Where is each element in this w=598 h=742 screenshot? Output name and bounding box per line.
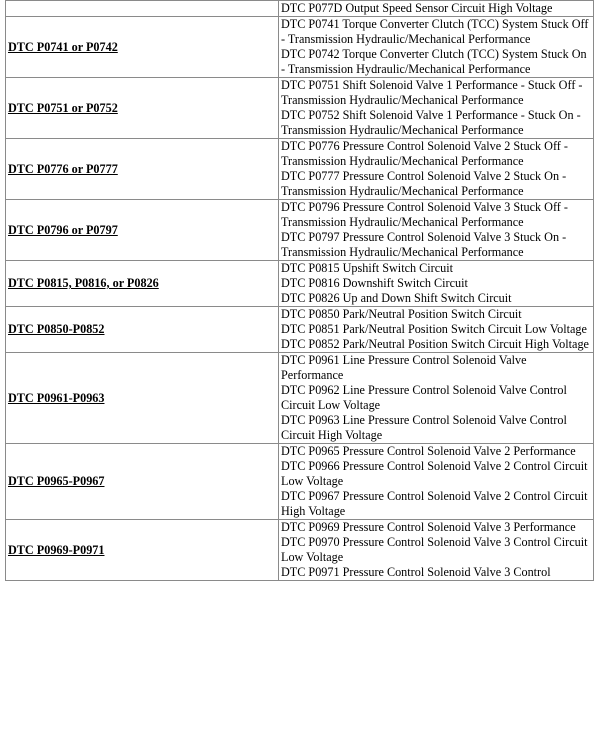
dtc-code-cell <box>6 200 279 261</box>
table-row <box>6 444 594 520</box>
dtc-description-cell <box>279 139 594 200</box>
dtc-description: DTC P0776 Pressure Control Solenoid Valve 2 Stuck Off - Transmission Hydraulic/Mechanical Performance <box>281 139 568 168</box>
dtc-description: DTC P0752 Shift Solenoid Valve 1 Performance - Stuck On - Transmission Hydraulic/Mechanical Performance <box>281 108 581 137</box>
dtc-description-cell <box>279 1 594 17</box>
dtc-description-cell <box>279 17 594 78</box>
dtc-code-cell <box>6 261 279 307</box>
dtc-description: DTC P0751 Shift Solenoid Valve 1 Performance - Stuck Off - Transmission Hydraulic/Mechanical Performance <box>281 78 583 107</box>
table-row <box>6 17 594 78</box>
dtc-description: DTC P0777 Pressure Control Solenoid Valve 2 Stuck On - Transmission Hydraulic/Mechanical Performance <box>281 169 567 198</box>
dtc-description-cell <box>279 520 594 581</box>
table-row <box>6 520 594 581</box>
dtc-link[interactable]: DTC P0796 or P0797 <box>8 222 118 237</box>
dtc-description: DTC P0850 Park/Neutral Position Switch Circuit <box>281 307 522 321</box>
table-row <box>6 139 594 200</box>
dtc-description: DTC P0741 Torque Converter Clutch (TCC) System Stuck Off - Transmission Hydraulic/Mechanical Performance <box>281 17 589 46</box>
dtc-description: DTC P0969 Pressure Control Solenoid Valve 3 Performance <box>281 520 576 534</box>
dtc-code-cell <box>6 444 279 520</box>
dtc-code-cell <box>6 1 279 17</box>
table-row <box>6 78 594 139</box>
dtc-description: DTC P0815 Upshift Switch Circuit <box>281 261 453 275</box>
dtc-description: DTC P0961 Line Pressure Control Solenoid Valve Performance <box>281 353 527 382</box>
dtc-description: DTC P0967 Pressure Control Solenoid Valve 2 Control Circuit High Voltage <box>281 489 588 518</box>
dtc-code-cell <box>6 520 279 581</box>
table-row <box>6 261 594 307</box>
dtc-description-cell <box>279 353 594 444</box>
table-row <box>6 353 594 444</box>
dtc-link[interactable]: DTC P0776 or P0777 <box>8 161 118 176</box>
dtc-link[interactable]: DTC P0751 or P0752 <box>8 100 118 115</box>
table-row <box>6 1 594 17</box>
dtc-description: DTC P0963 Line Pressure Control Solenoid Valve Control Circuit High Voltage <box>281 413 567 442</box>
dtc-description: DTC P0816 Downshift Switch Circuit <box>281 276 468 290</box>
dtc-description-cell <box>279 200 594 261</box>
dtc-description: DTC P0965 Pressure Control Solenoid Valve 2 Performance <box>281 444 576 458</box>
dtc-link[interactable]: DTC P0961-P0963 <box>8 390 105 405</box>
dtc-description: DTC P0971 Pressure Control Solenoid Valve 3 Control <box>281 565 551 579</box>
dtc-code-cell <box>6 17 279 78</box>
dtc-description: DTC P0852 Park/Neutral Position Switch Circuit High Voltage <box>281 337 589 351</box>
dtc-link[interactable]: DTC P0850-P0852 <box>8 322 105 336</box>
dtc-description-cell <box>279 78 594 139</box>
dtc-link[interactable]: DTC P0741 or P0742 <box>8 39 118 54</box>
dtc-link[interactable]: DTC P0969-P0971 <box>8 542 105 557</box>
dtc-description: DTC P0966 Pressure Control Solenoid Valve 2 Control Circuit Low Voltage <box>281 459 588 488</box>
dtc-description: DTC P0742 Torque Converter Clutch (TCC) System Stuck On - Transmission Hydraulic/Mechanical Performance <box>281 47 587 76</box>
table-row <box>6 307 594 353</box>
dtc-description: DTC P0962 Line Pressure Control Solenoid Valve Control Circuit Low Voltage <box>281 383 567 412</box>
dtc-description: DTC P0797 Pressure Control Solenoid Valve 3 Stuck On - Transmission Hydraulic/Mechanical Performance <box>281 230 567 259</box>
dtc-table <box>5 0 594 581</box>
dtc-link[interactable]: DTC P0815, P0816, or P0826 <box>8 276 159 290</box>
dtc-code-cell <box>6 139 279 200</box>
dtc-link[interactable]: DTC P0965-P0967 <box>8 474 105 488</box>
dtc-description: DTC P0826 Up and Down Shift Switch Circuit <box>281 291 512 305</box>
dtc-description-cell <box>279 261 594 307</box>
dtc-description: DTC P0796 Pressure Control Solenoid Valve 3 Stuck Off - Transmission Hydraulic/Mechanical Performance <box>281 200 568 229</box>
dtc-description: DTC P0970 Pressure Control Solenoid Valve 3 Control Circuit Low Voltage <box>281 535 588 564</box>
dtc-code-cell <box>6 307 279 353</box>
dtc-description-cell <box>279 307 594 353</box>
dtc-description: DTC P077D Output Speed Sensor Circuit High Voltage <box>281 1 553 15</box>
dtc-code-cell <box>6 353 279 444</box>
dtc-code-cell <box>6 78 279 139</box>
dtc-description: DTC P0851 Park/Neutral Position Switch Circuit Low Voltage <box>281 322 587 336</box>
table-row <box>6 200 594 261</box>
dtc-description-cell <box>279 444 594 520</box>
